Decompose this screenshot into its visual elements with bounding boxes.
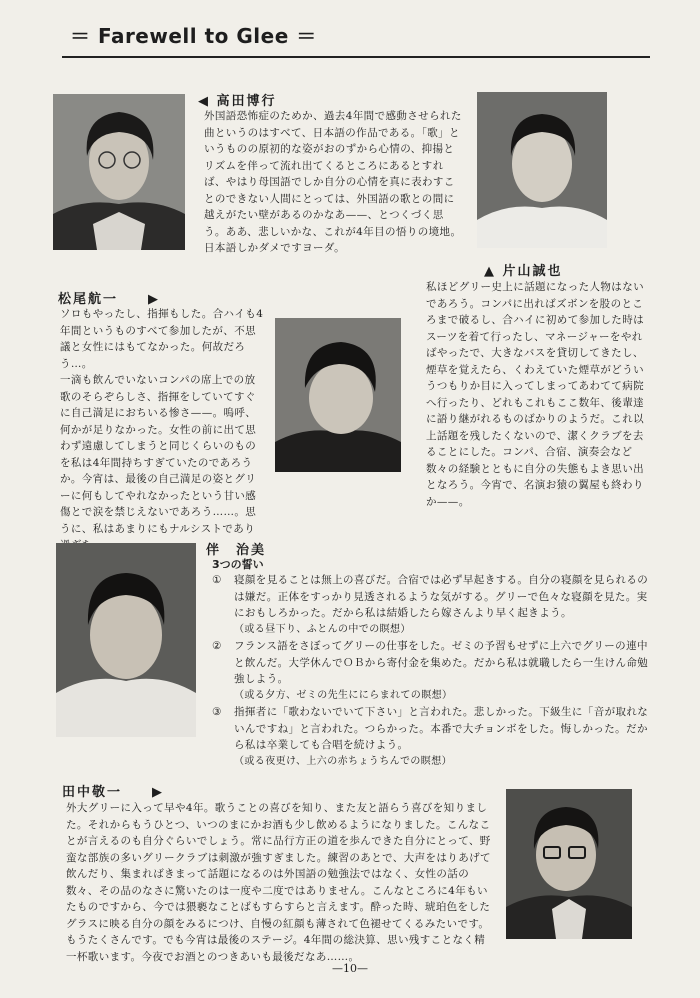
vow-note: （或る昼下り、ふとんの中での瞑想） (234, 623, 411, 635)
member-name-tanaka: 田中敬一 ▶ (62, 785, 164, 800)
member-name-katayama: ▲ 片山誠也 (484, 264, 563, 279)
member-paragraph: 一滴も飲んでいないコンパの席上での放歌のそらぞらしさ、指揮をしていてすぐに自己満足におちいる惨さ——。嗚呼、何かが足りなかった。女性の前に出て思わず遠慮してしまうと同じくらいのものを私は4年間持ちすぎていたのであろうか。今宵は、最後の自己満足の姿とグリーに何もしてやれなかったという甘い感傷とで涙を禁じえないであろう……。思うに、私はあまりにもナルシストであり (60, 374, 257, 535)
member-name-ban: 伴 治美 (206, 543, 267, 558)
member-name-matsuo: 松尾航一 ▶ (58, 292, 160, 307)
member-subtitle-ban: 3つの誓い (212, 558, 264, 571)
vow-text: 寝顔を見ることは無上の喜びだ。合宿では必ず早起きする。自分の寝顔を見られるのは嫌だ。正体をすっかり見透されるような気がする。グリーで色々な寝顔を見た。実におもしろかった。だから私は結婚したら嫁さんより早く起きよう。 (234, 574, 649, 619)
page-number: —10— (332, 962, 368, 975)
vow-note: （或る夜更け、上六の赤ちょうちんでの瞑想） (234, 755, 452, 767)
vow-item (212, 704, 652, 770)
vow-number: ① (212, 574, 222, 586)
vow-number: ② (212, 640, 222, 652)
vow-text: フランス語をさぼってグリーの仕事をした。ゼミの予習もせずに上六でグリーの連中と飲んだ。大学休んでＯＢから寄付金を集めた。だから私は就職したら一生けん命勉強しよう。 (234, 640, 649, 685)
member-name-takada: ◀ 高田博行 (198, 94, 277, 109)
portrait-photo-takada (53, 94, 185, 250)
vow-list (212, 572, 652, 770)
portrait-photo-ban (56, 543, 196, 737)
member-text-takada: 外国語恐怖症のためか、過去4年間で感動させられた曲というのはすべて、日本語の作品である。「歌」というものの原初的な姿がおのずから心情の、抑揚とリズムを伴って流れ出てくるところにあるとすれば、やはり母国語でしか自分の心情を真に表わすことのできない人間にとっては、外国語の歌との間に越えがたい壁があるのかなあ——、とつくづく思う。ああ、悲しいかな、これが4年目の悟りの境地。日本語しかダメですヨーダ。 (204, 110, 462, 254)
vow-item (212, 572, 652, 638)
member-text-matsuo (60, 306, 265, 554)
portrait-photo-tanaka (506, 789, 632, 939)
member-text-katayama: 私ほどグリー史上に話題になった人物はないであろう。コンパに出ればズボンを股のところまで破るし、合ハイに初めて参加した時はスーツを着て行ったし、マネージャーをやればやったで、大きなバスを貸切してきたし、煙草を覚えたら、くわえていた煙草がどういうつもりか目に入ってしまってあわてて病院へ行ったり、どれもこれもここ数年、後輩達に語り継がれるものばかりのようだ。これ以上話題を残したくないので、潔くクラブを去ることにした。コンパ、合宿、演奏会など数々の経験とともに自分の失態もよき思い出となろう。今宵で、名演お猿の翼屋も終わりか——。 (426, 281, 644, 508)
page-title: ＝ Farewell to Glee ＝ (70, 24, 317, 48)
vow-number: ③ (212, 706, 222, 718)
vow-item (212, 638, 652, 704)
member-text-tanaka: 外大グリーに入って早や4年。歌うことの喜びを知り、また友と語らう喜びを知りました。それからもうひとつ、いつのまにかお酒も少し飲めるようになりました。こんなことが言えるのも自分ぐらいでしょう。常に品行方正の道を歩んできた自分にとって、野蛮な部族の多いグリークラブは刺激が強すぎました。練習のあとで、大声をはりあげて飲んだり、集まればきまって話題になるのは外国語の勉強法ではなく、女性の話の数々、その品のなさに驚いたのは一度や二度ではありません。こんなところに4年もいたものですから、今では猥褻なことばもすらすらと言えます。酔った時、琥珀色をしたグラスに映る自分の顔をみるにつけ、自慢の紅顔も薄されて色褪せてくるみたいです。もうたくさんです。でも今宵は最後のステージ。4年間の総決算、思い残すことなく精一杯歌います。今夜でお酒とのつきあいも最後だなあ……。 (66, 802, 491, 963)
portrait-photo-matsuo (275, 318, 401, 472)
title-rule (62, 56, 650, 58)
vow-note: （或る夕方、ゼミの先生ににらまれての瞑想） (234, 689, 453, 701)
portrait-photo-katayama (477, 92, 607, 248)
member-paragraph: ソロもやったし、指揮もした。合ハイも4年間というものすべて参加したが、不思議と女性にはもてなかった。何故だろう…。 (60, 308, 264, 370)
vow-text: 指揮者に「歌わないでいて下さい」と言われた。悲しかった。下級生に「音が取れないんですね」と言われた。つらかった。本番で大チョンボをした。悔しかった。だから私は卒業しても合唱を続けよう。 (234, 706, 649, 751)
